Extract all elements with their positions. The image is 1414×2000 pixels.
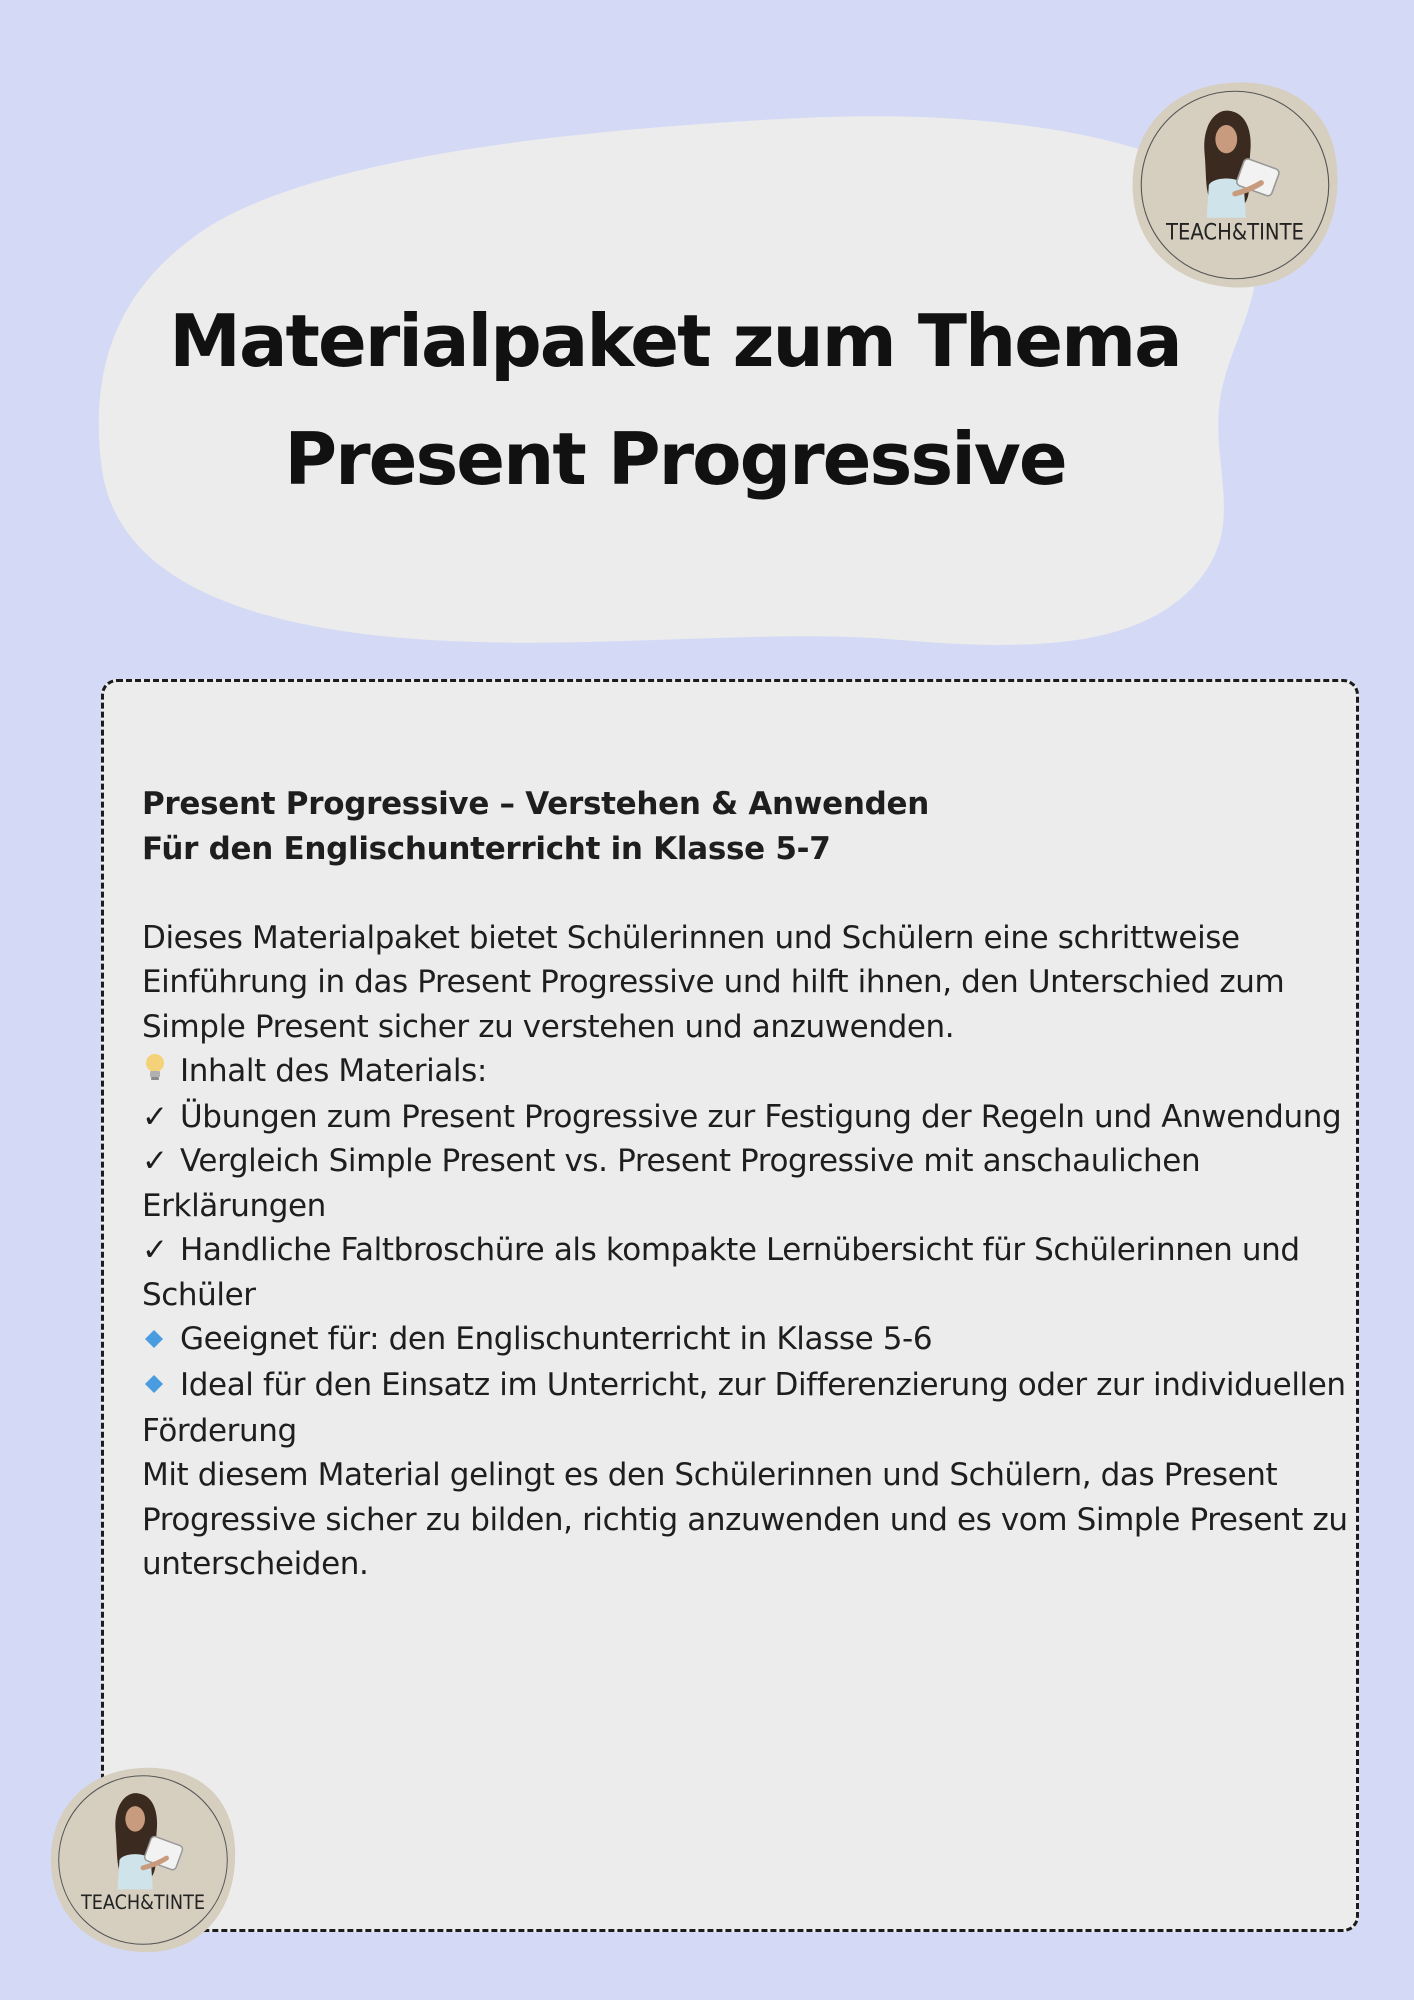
point-item xyxy=(142,1363,1352,1453)
list-item xyxy=(142,1139,1352,1228)
lightbulb-icon xyxy=(142,1050,180,1095)
spacer xyxy=(142,871,1352,916)
inhalt-line xyxy=(142,1049,1352,1095)
list-item-text: Übungen zum Present Progressive zur Festigung der Regeln und Anwendung xyxy=(180,1098,1342,1135)
check-icon: ✓ xyxy=(142,1098,168,1135)
list-item-text: Handliche Faltbroschüre als kompakte Lernübersicht für Schülerinnen und Schüler xyxy=(142,1232,1300,1313)
blue-diamond-icon xyxy=(142,1319,180,1364)
content-heading-1: Present Progressive – Verstehen & Anwenden xyxy=(142,786,930,822)
check-icon: ✓ xyxy=(142,1232,168,1269)
point-item-text: Ideal für den Einsatz im Unterricht, zur Differenzierung oder zur individuellen Förderung xyxy=(142,1367,1346,1449)
point-item xyxy=(142,1317,1352,1363)
title-line-2: Present Progressive xyxy=(284,417,1066,501)
logo-text: TEACH&TINTE xyxy=(1166,220,1304,246)
logo-text: TEACH&TINTE xyxy=(81,1891,205,1914)
point-item-text: Geeignet für: den Englischunterricht in Klasse 5-6 xyxy=(180,1321,933,1358)
list-item-text: Vergleich Simple Present vs. Present Progressive mit anschaulichen Erklärungen xyxy=(142,1143,1201,1224)
title-line-1: Materialpaket zum Thema xyxy=(169,299,1181,383)
content-heading-2: Für den Englischunterricht in Klasse 5-7 xyxy=(142,830,831,867)
logo-top xyxy=(1126,74,1344,296)
check-icon: ✓ xyxy=(142,1143,168,1180)
list-item xyxy=(142,1228,1352,1317)
inhalt-label: Inhalt des Materials: xyxy=(180,1053,487,1089)
intro-paragraph: Dieses Materialpaket bietet Schülerinnen und Schülern eine schrittweise Einführung in das Present Progressive und hilft ihnen, den Unterschied zum Simple Present sicher zu verstehen und anzuwenden. xyxy=(142,919,1285,1045)
closing-paragraph: Mit diesem Material gelingt es den Schülerinnen und Schülern, das Present Progressive sicher zu bilden, richtig anzuwenden und es vom Simple Present zu unterscheiden. xyxy=(142,1457,1348,1583)
logo-bottom xyxy=(45,1760,241,1960)
content-text xyxy=(142,782,1352,1587)
list-item xyxy=(142,1095,1352,1140)
blue-diamond-icon xyxy=(142,1364,180,1409)
page-title xyxy=(150,282,1200,518)
